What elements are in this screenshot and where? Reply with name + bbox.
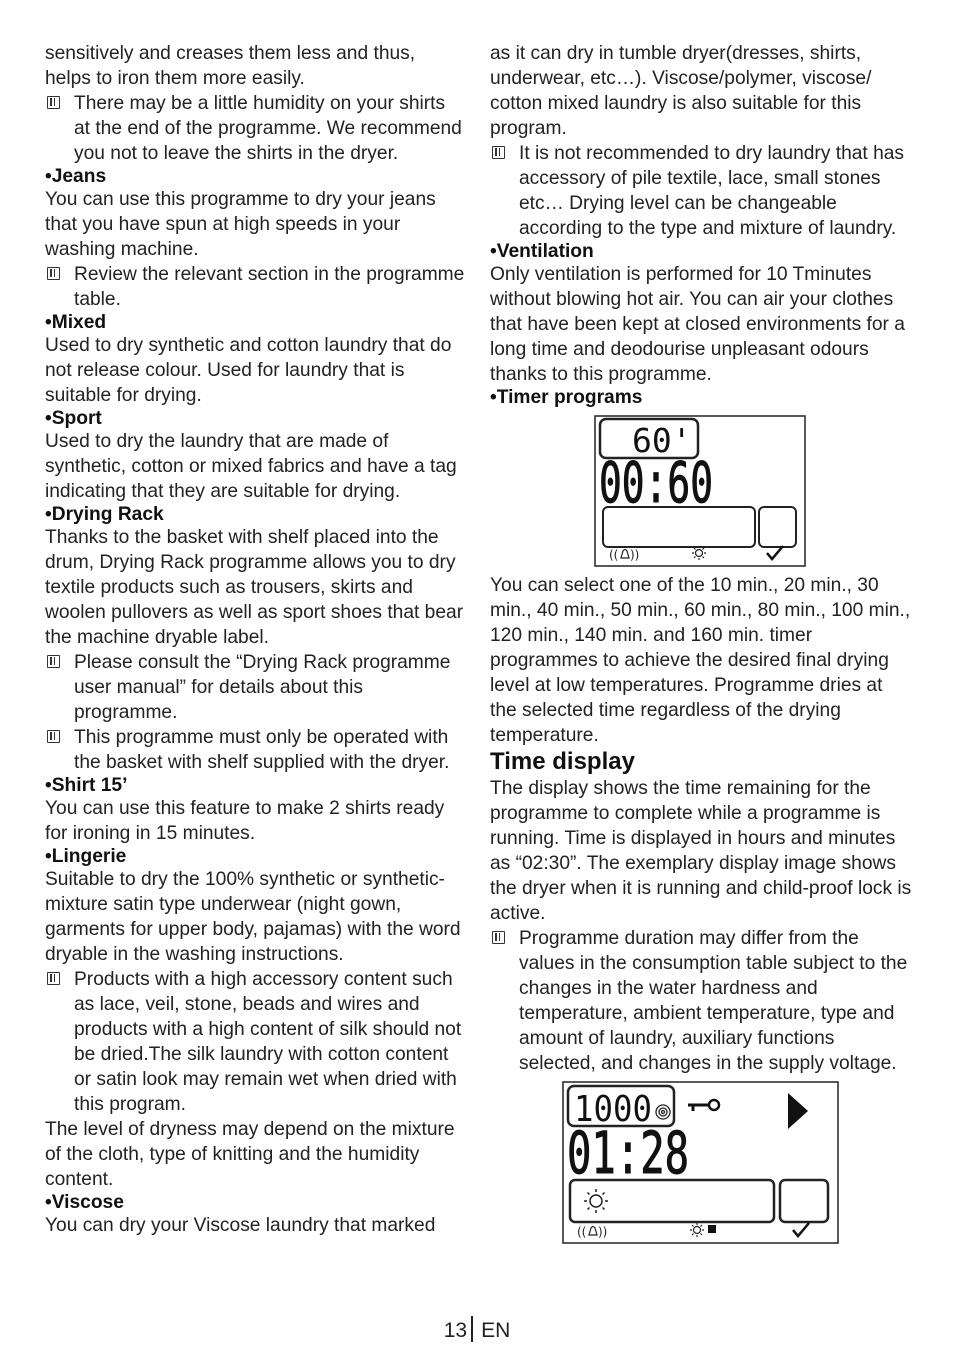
time-display-title: Time display [490,748,635,775]
info-icon [47,96,60,109]
info-icon [492,146,505,159]
lingerie-text-2: The level of dryness may depend on the mixture of the cloth, type of knitting and the humidity content. [45,1119,455,1190]
paragraph: sensitively and creases them less and thus, helps to iron them more easily. [45,43,416,89]
svg-text:)): )) [598,1225,608,1239]
ventilation-text: Only ventilation is performed for 10 Tminutes without blowing hot air. You can air your clothes that have been kept at closed environments for a long time and deodourise unpleasant odours thanks to this programme. [490,264,905,385]
info-icon [47,972,60,985]
info-icon [47,730,60,743]
drying-rack-heading: •Drying Rack [45,504,164,525]
svg-text:((: (( [609,548,619,562]
mixed-heading: •Mixed [45,312,107,333]
mixed-text: Used to dry synthetic and cotton laundry that do not release colour. Used for laundry that is suitable for drying. [45,335,452,406]
viscose-heading: •Viscose [45,1192,124,1213]
right-column [490,41,912,1244]
info-icon [492,931,505,944]
info-note: Programme duration may differ from the values in the consumption table subject to the changes in the water hardness and temperature, ambient temperature, type and amount of laundry, auxiliary functions selected, and changes in the supply voltage. [490,926,912,1076]
separator [471,1316,473,1342]
indicator-square [708,1225,716,1233]
left-column [45,41,465,1238]
ventilation-heading: •Ventilation [490,241,594,262]
svg-text:((: (( [577,1225,587,1239]
lingerie-text: Suitable to dry the 100% synthetic or synthetic-mixture satin type underwear (night gown, garments for upper body, pajamas) with the word dryable in the washing instructions. [45,869,461,965]
info-note: This programme must only be operated with the basket with shelf supplied with the dryer. [45,725,465,775]
timer-programs-heading: •Timer programs [490,387,643,408]
shirt-heading: •Shirt 15’ [45,775,128,796]
jeans-text: You can use this programme to dry your jeans that you have spun at high speeds in your washing machine. [45,189,436,260]
lcd-top-value: 60' [632,421,692,460]
drying-rack-text: Thanks to the basket with shelf placed into the drum, Drying Rack programme allows you to dry textile products such as trousers, skirts and woolen pullovers as well as sport shoes that bear the machine dryable label. [45,527,464,648]
lcd-display [594,415,806,567]
svg-text:)): )) [630,548,640,562]
timer-text: You can select one of the 10 min., 20 min., 30 min., 40 min., 50 min., 60 min., 80 min., 100 min., 120 min., 140 min. and 160 min. timer programmes to achieve the desired final drying level at low temperatures. Programme dries at the selected time regardless of the drying temperature. [490,575,911,746]
info-note: Products with a high accessory content such as lace, veil, stone, beads and wires and products with a high content of silk should not be dried.The silk laundry with cotton content or satin look may remain wet when dried with this program. [45,967,465,1117]
viscose-text: You can dry your Viscose laundry that marked [45,1215,436,1236]
paragraph: as it can dry in tumble dryer(dresses, shirts, underwear, etc…). Viscose/polymer, viscose/ cotton mixed laundry is also suitable for this program. [490,43,872,139]
info-note: It is not recommended to dry laundry that has accessory of pile textile, lace, small stones etc… Drying level can be changeable according to the type and mixture of laundry. [490,141,912,241]
time-display-text: The display shows the time remaining for the programme to complete while a programme is running. Time is displayed in hours and minutes as “02:30”. The exemplary display image shows the dryer when it is running and child-proof lock is active. [490,778,912,924]
lcd-main-value: 00:60 [599,451,713,516]
sport-text: Used to dry the laundry that are made of synthetic, cotton or mixed fabrics and have a tag indicating that they are suitable for drying. [45,431,457,502]
language-code: EN [481,1319,511,1342]
timer-display-image [594,415,806,567]
info-note: Review the relevant section in the programme table. [45,262,465,312]
page-footer [0,1316,954,1343]
info-icon [47,267,60,280]
info-note: Please consult the “Drying Rack programme user manual” for details about this programme. [45,650,465,725]
lcd-display [562,1081,839,1244]
info-icon [47,655,60,668]
jeans-heading: •Jeans [45,166,107,187]
lingerie-heading: •Lingerie [45,846,127,867]
info-note: There may be a little humidity on your shirts at the end of the programme. We recommend you not to leave the shirts in the dryer. [45,91,465,166]
sport-heading: •Sport [45,408,102,429]
shirt-text: You can use this feature to make 2 shirts ready for ironing in 15 minutes. [45,798,445,844]
lcd-main-value: 01:28 [567,1119,689,1187]
page-number: 13 [443,1319,468,1342]
running-display-image [562,1081,839,1244]
lcd-top-value: 1000 [574,1089,652,1130]
